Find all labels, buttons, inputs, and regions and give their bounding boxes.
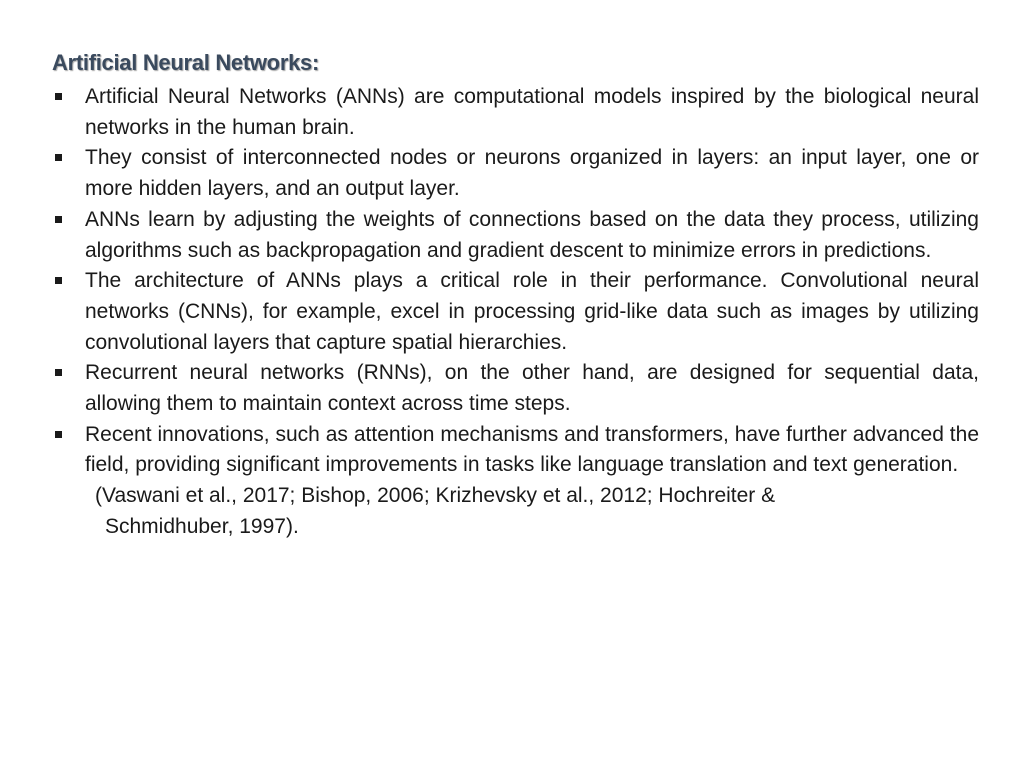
square-bullet-icon	[55, 277, 62, 284]
bullet-text: They consist of interconnected nodes or neurons organized in layers: an input layer, one or more hidden layers, and an output layer.	[85, 146, 979, 201]
bullet-item	[52, 358, 979, 419]
bullet-text: The architecture of ANNs plays a critical role in their performance. Convolutional neural networks (CNNs), for example, excel in processing grid-like data such as images by utilizing convolutional layers that capture spatial hierarchies.	[85, 269, 979, 354]
square-bullet-icon	[55, 93, 62, 100]
bullet-item	[52, 420, 979, 481]
bullet-item	[52, 82, 979, 143]
square-bullet-icon	[55, 431, 62, 438]
bullet-text: Artificial Neural Networks (ANNs) are computational models inspired by the biological neural networks in the human brain.	[85, 85, 979, 139]
square-bullet-icon	[55, 154, 62, 161]
square-bullet-icon	[55, 369, 62, 376]
square-bullet-icon	[55, 216, 62, 223]
slide-title: Artificial Neural Networks:	[52, 50, 319, 75]
bullet-item	[52, 143, 979, 204]
bullet-item	[52, 266, 979, 358]
citation	[52, 481, 855, 542]
bullet-text: Recurrent neural networks (RNNs), on the other hand, are designed for sequential data, allowing them to maintain context across time steps.	[85, 361, 979, 416]
bullet-text: Recent innovations, such as attention mechanisms and transformers, have further advanced the field, providing significant improvements in tasks like language translation and text generation.	[85, 422, 979, 477]
citation-line-2: Schmidhuber, 1997).	[105, 514, 299, 538]
citation-line-1: (Vaswani et al., 2017; Bishop, 2006; Krizhevsky et al., 2012; Hochreiter &	[95, 484, 776, 508]
bullet-list	[52, 82, 979, 481]
bullet-text: ANNs learn by adjusting the weights of connections based on the data they process, utilizing algorithms such as backpropagation and gradient descent to minimize errors in predictions.	[85, 207, 979, 262]
bullet-item	[52, 205, 979, 266]
